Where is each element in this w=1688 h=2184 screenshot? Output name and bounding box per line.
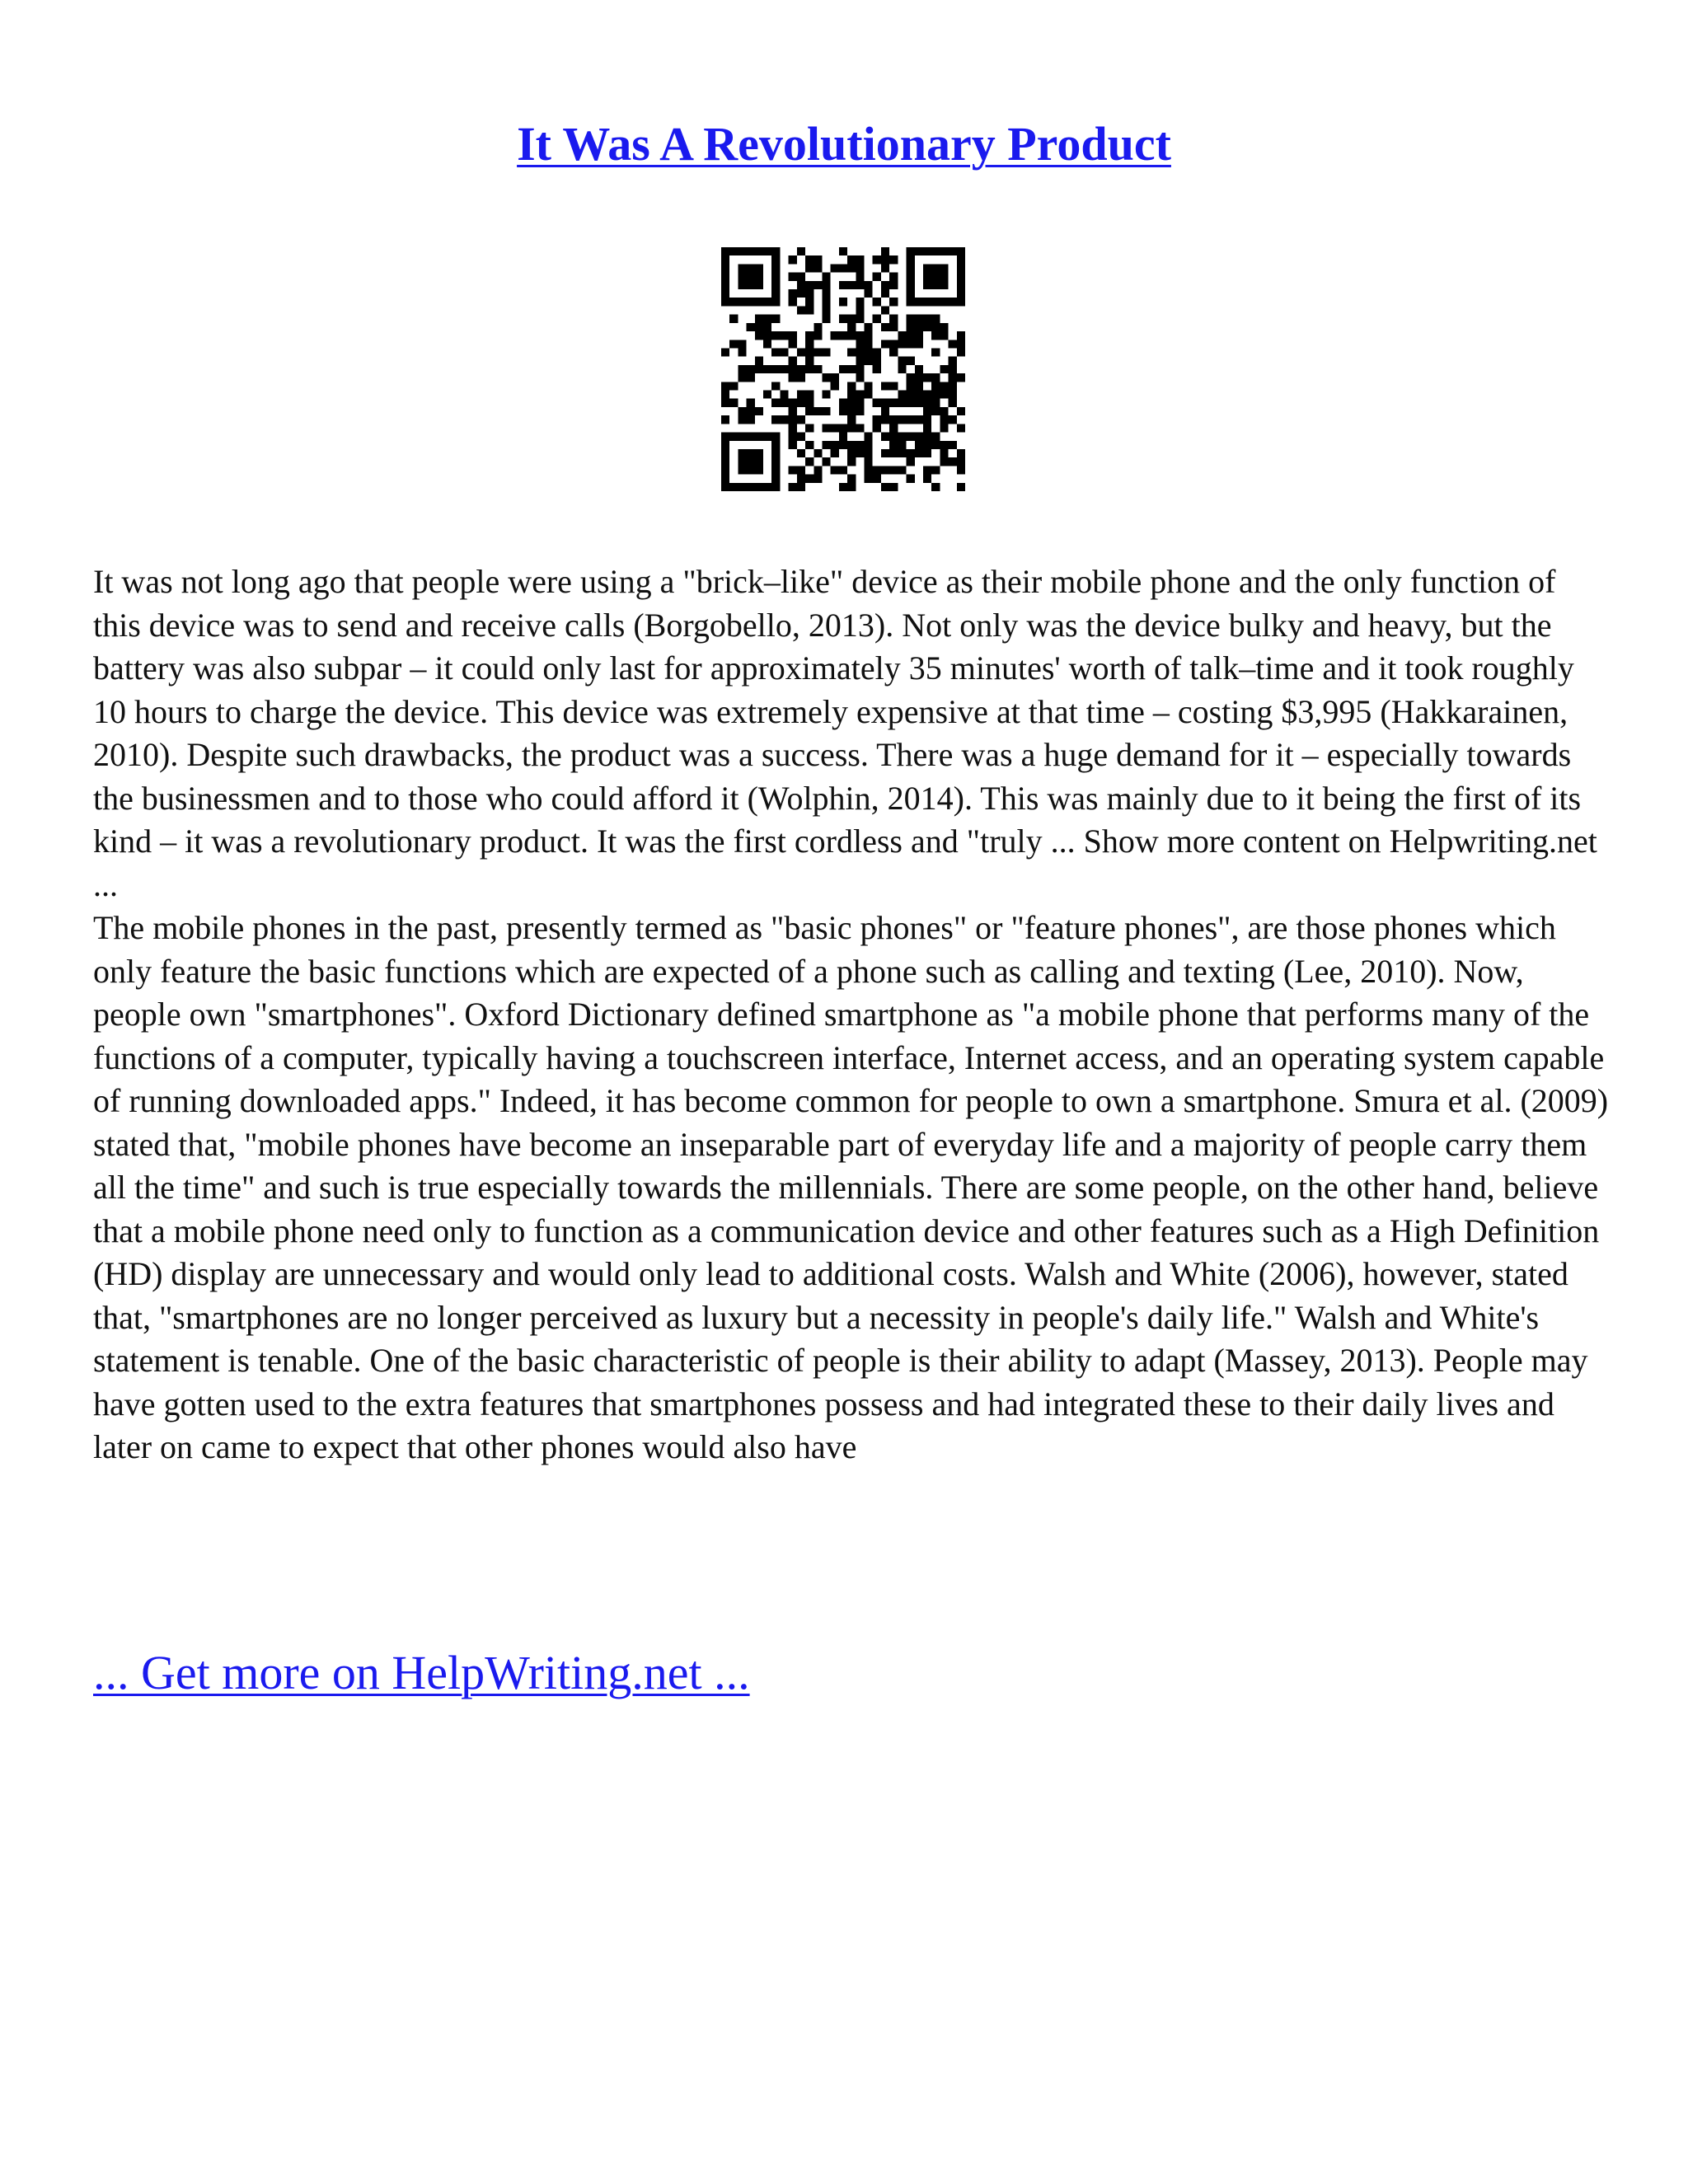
page-title — [0, 115, 1688, 173]
paragraph-1: It was not long ago that people were using a "brick–like" device as their mobile phone and the only function of this device was to send and receive calls (Borgobello, 2013). Not only was the device bulky and heavy, but the battery was also subpar – it could only last for approximately 35 minutes' worth of talk–time and it took roughly 10 hours to charge the device. This device was extremely expensive at that time – costing $3,995 (Hakkarainen, 2010). Despite such drawbacks, the product was a success. There was a huge demand for it – especially towards the businessmen and to those who could afford it (Wolphin, 2014). This was mainly due to it being the first of its kind – it was a revolutionary product. It was the first cordless and "truly ... Show more content on Helpwriting.net ... — [93, 563, 1597, 903]
paragraph-2: The mobile phones in the past, presently termed as "basic phones" or "feature phones", are those phones which only feature the basic functions which are expected of a phone such as calling and texting (Lee, 2010). Now, people own "smartphones". Oxford Dictionary defined smartphone as "a mobile phone that performs many of the functions of a computer, typically having a touchscreen interface, Internet access, and an operating system capable of running downloaded apps." Indeed, it has become common for people to own a smartphone. Smura et al. (2009) stated that, "mobile phones have become an inseparable part of everyday life and a majority of people carry them all the time" and such is true especially towards the millennials. There are some people, on the other hand, believe that a mobile phone need only to function as a communication device and other features such as a High Definition (HD) display are unnecessary and would only lead to additional costs. Walsh and White (2006), however, stated that, "smartphones are no longer perceived as luxury but a necessity in people's daily life." Walsh and White's statement is tenable. One of the basic characteristic of people is their ability to adapt (Massey, 2013). People may have gotten used to the extra features that smartphones possess and had integrated these to their daily lives and later on came to expect that other phones would also have — [93, 909, 1609, 1465]
get-more-link-container — [93, 1644, 750, 1702]
get-more-link[interactable]: ... Get more on HelpWriting.net ... — [93, 1646, 750, 1699]
title-link[interactable]: It Was A Revolutionary Product — [517, 117, 1171, 171]
qr-code-icon — [721, 247, 965, 491]
article-body — [93, 560, 1610, 1469]
